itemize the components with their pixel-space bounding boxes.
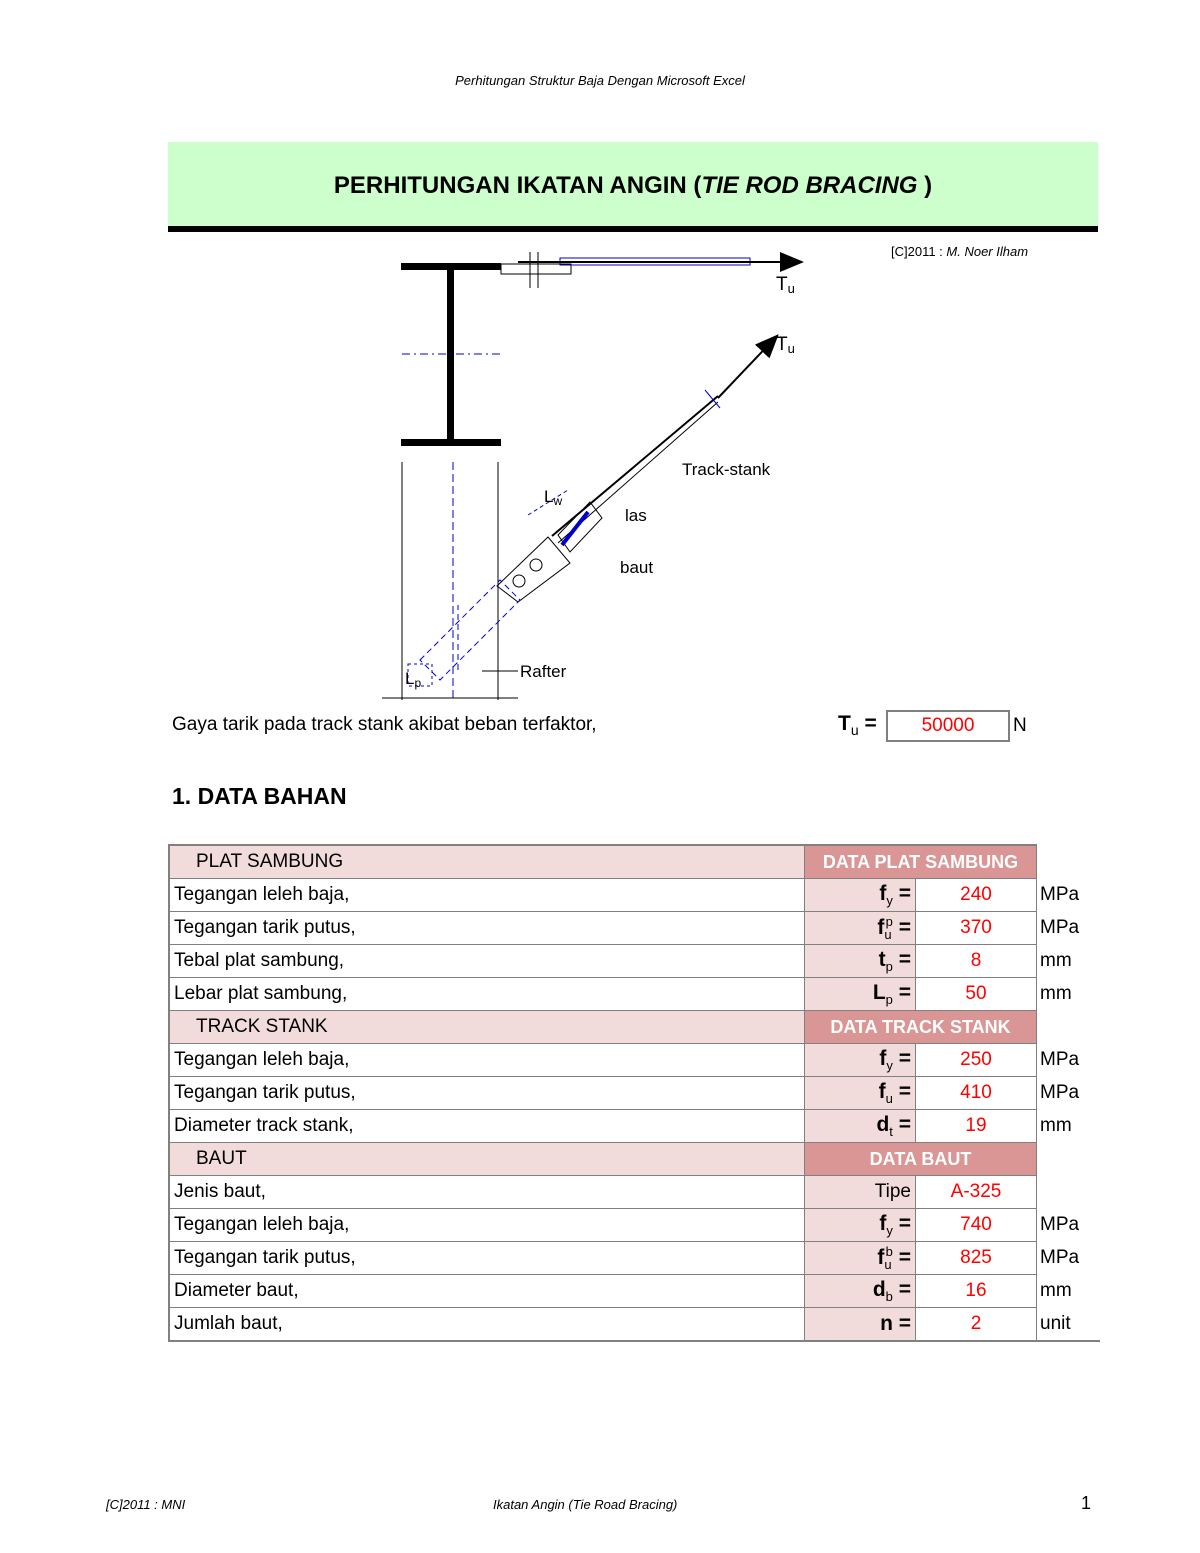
rafter-label: Rafter [520,662,567,681]
table-row [169,1275,1100,1308]
row-value[interactable]: A-325 [916,1176,1037,1209]
las-label: las [625,506,647,525]
page-title: PERHITUNGAN IKATAN ANGIN (TIE ROD BRACING ) [333,172,933,199]
data-bahan-table [168,844,1100,1342]
row-description: Diameter track stank, [169,1110,805,1143]
row-description: Tegangan leleh baja, [169,1209,805,1242]
row-symbol: n = [805,1308,916,1342]
row-unit: MPa [1040,917,1080,938]
row-description: Lebar plat sambung, [169,978,805,1011]
row-symbol: $d_b$ = [805,1275,916,1308]
table-row [169,1209,1100,1242]
table-row [169,912,1100,945]
tu-symbol: $T_u$ = [838,712,877,739]
row-description: Tegangan tarik putus, [169,1077,805,1110]
empty-cell [1037,845,1101,879]
group-header-row [169,845,1100,879]
row-symbol: $f_u^b$ = [805,1242,916,1275]
group-label: DATA BAUT [805,1143,1037,1176]
table-row [169,1176,1100,1209]
title-box [168,142,1098,232]
row-value[interactable]: 19 [916,1110,1037,1143]
row-unit: MPa [1040,884,1080,905]
baut-label: baut [620,558,654,577]
row-description: Tegangan leleh baja, [169,1044,805,1077]
lw-label: Lw [544,487,563,508]
row-value[interactable]: 825 [916,1242,1037,1275]
group-label: DATA TRACK STANK [805,1011,1037,1044]
row-value[interactable]: 740 [916,1209,1037,1242]
row-description: Diameter baut, [169,1275,805,1308]
tu-value-cell[interactable]: 50000 [886,710,1010,742]
row-unit: mm [1040,950,1072,971]
tu-unit: N [1013,715,1027,736]
row-description: Tegangan leleh baja, [169,879,805,912]
row-value[interactable]: 50 [916,978,1037,1011]
row-unit: MPa [1040,1214,1080,1235]
row-value[interactable]: 16 [916,1275,1037,1308]
row-unit [1037,1176,1101,1209]
tu-label-diag: Tu [776,334,795,356]
row-value[interactable]: 370 [916,912,1037,945]
group-name: BAUT [169,1143,805,1176]
row-unit: MPa [1040,1082,1080,1103]
row-value[interactable]: 8 [916,945,1037,978]
row-unit: mm [1040,1115,1072,1136]
row-symbol: $f_y$ = [805,1209,916,1242]
copyright: [C]2011 : M. Noer Ilham [891,244,1029,259]
row-description: Tegangan tarik putus, [169,1242,805,1275]
row-symbol: $f_u$ = [805,1077,916,1110]
row-unit: mm [1040,1280,1072,1301]
row-value[interactable]: 2 [916,1308,1037,1342]
row-description: Tegangan tarik putus, [169,912,805,945]
table-row [169,1242,1100,1275]
group-name: TRACK STANK [169,1011,805,1044]
row-description: Jenis baut, [169,1176,805,1209]
row-description: Jumlah baut, [169,1308,805,1342]
row-symbol: $f_u^p$ = [805,912,916,945]
table-row [169,1077,1100,1110]
row-unit: MPa [1040,1247,1080,1268]
group-header-row [169,1011,1100,1044]
row-unit: mm [1040,983,1072,1004]
table-row [169,879,1100,912]
table-row [169,945,1100,978]
footer-left: [C]2011 : MNI [106,1497,186,1512]
bracing-diagram [380,240,860,705]
row-symbol: $f_y$ = [805,1044,916,1077]
row-value[interactable]: 410 [916,1077,1037,1110]
row-symbol: $f_y$ = [805,879,916,912]
empty-cell [1037,1011,1101,1044]
row-symbol: $t_p$ = [805,945,916,978]
force-label: Gaya tarik pada track stank akibat beban terfaktor, [172,714,597,735]
group-header-row [169,1143,1100,1176]
row-value[interactable]: 240 [916,879,1037,912]
table-row [169,1044,1100,1077]
page-number: 1 [1081,1493,1092,1513]
row-symbol: $d_t$ = [805,1110,916,1143]
table-row [169,1110,1100,1143]
row-description: Tebal plat sambung, [169,945,805,978]
row-unit: MPa [1040,1049,1080,1070]
row-symbol: $L_p$ = [805,978,916,1011]
row-value[interactable]: 250 [916,1044,1037,1077]
lp-label: Lp [405,669,422,690]
empty-cell [1037,1143,1101,1176]
group-label: DATA PLAT SAMBUNG [805,845,1037,879]
beam-top-flange [401,263,501,270]
row-unit: unit [1037,1308,1101,1342]
table-row [169,1308,1100,1342]
track-stank-label: Track-stank [682,460,771,479]
row-symbol: Tipe [805,1176,916,1209]
footer-center: Ikatan Angin (Tie Road Bracing) [493,1497,678,1512]
group-name: PLAT SAMBUNG [169,845,805,879]
table-row [169,978,1100,1011]
tu-label-top: Tu [776,274,795,296]
beam-bottom-flange [401,439,501,446]
page-header: Perhitungan Struktur Baja Dengan Microsoft Excel [455,73,745,88]
section-title: 1. DATA BAHAN [172,783,347,809]
